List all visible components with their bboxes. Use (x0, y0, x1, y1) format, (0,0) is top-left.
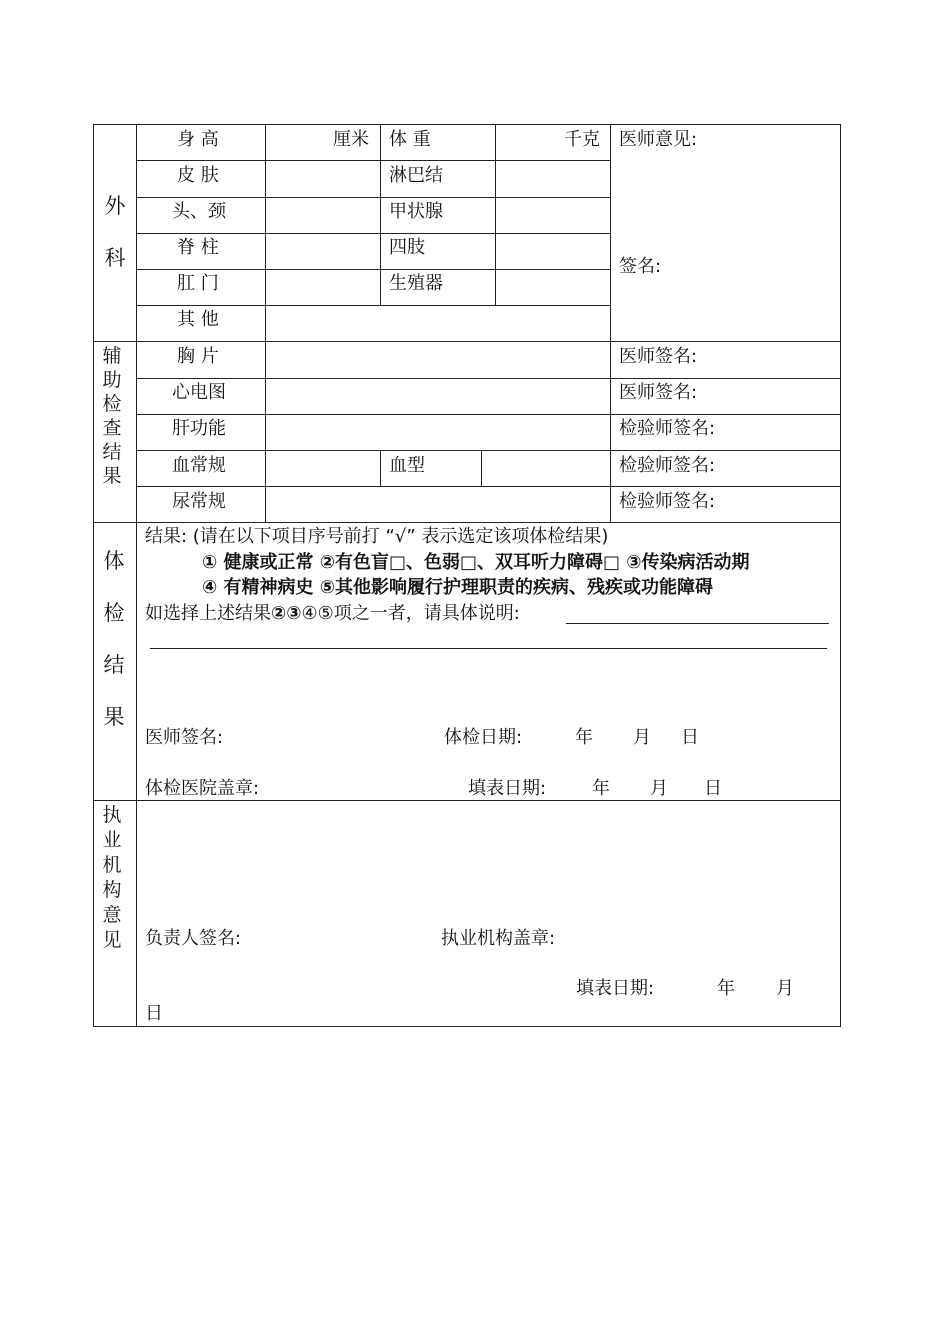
aux-blood-col-line (380, 450, 381, 486)
section-char: 结 (103, 653, 125, 677)
explain-line (145, 603, 520, 625)
section-char: 结 (102, 441, 122, 463)
skin-label: 皮 肤 (177, 165, 219, 186)
aux-section-label (92, 344, 132, 488)
section-divider-institution (93, 800, 841, 801)
spine-label: 脊 柱 (177, 237, 219, 258)
section-char: 果 (103, 705, 125, 729)
section-char: 见 (102, 929, 122, 951)
institution-fill-date-month: 月 (776, 978, 794, 999)
section-divider-aux (93, 341, 841, 342)
urine-sign: 检验师签名: (619, 491, 716, 512)
height-unit: 厘米 (333, 129, 369, 150)
blood-type-label: 血型 (389, 455, 425, 476)
institution-section-label (92, 803, 132, 953)
aux-row-line (136, 378, 841, 379)
section-char: 科 (104, 246, 126, 270)
aux-row-line (136, 486, 841, 487)
result-fill-date-day: 日 (704, 778, 722, 799)
hospital-seal-label: 体检医院盖章: (145, 778, 260, 799)
surgery-row-line (136, 269, 610, 270)
thyroid-label: 甲状腺 (389, 201, 443, 222)
institution-fill-date-label: 填表日期: (576, 978, 655, 999)
result-option-line-2: ④ 有精神病史 ⑤其他影响履行护理职责的疾病、残疾或功能障碍 (202, 577, 714, 598)
explain-underline-1 (566, 623, 829, 624)
urine-routine-label: 尿常规 (172, 491, 226, 512)
result-section-label (94, 548, 134, 730)
table-border-top (93, 124, 841, 125)
limbs-label: 四肢 (389, 237, 425, 258)
explain-prefix: 如选择上述结果 (145, 603, 271, 624)
doctor-opinion-label: 医师意见: (619, 129, 698, 150)
blood-sign: 检验师签名: (619, 455, 716, 476)
surgery-section-label (95, 193, 135, 271)
section-char: 检 (102, 393, 122, 415)
genital-label: 生殖器 (389, 273, 443, 294)
aux-blood-col-line (481, 450, 482, 486)
surgery-row-line (136, 197, 610, 198)
other-label: 其 他 (177, 309, 219, 330)
anus-label: 肛 门 (177, 273, 219, 294)
surgery-col-line-3 (495, 124, 496, 306)
ecg-label: 心电图 (172, 382, 226, 403)
lymph-label: 淋巴结 (389, 165, 443, 186)
weight-label: 体 重 (389, 129, 431, 150)
section-char: 助 (102, 369, 122, 391)
section-char: 外 (104, 194, 126, 218)
section-char: 执 (102, 804, 122, 826)
surgery-row-line (136, 233, 610, 234)
surgery-row-line (136, 305, 610, 306)
explain-mid: ④⑤ (301, 603, 334, 624)
section-char: 查 (102, 417, 122, 439)
institution-seal-label: 执业机构盖章: (441, 928, 556, 949)
head-neck-label: 头、颈 (172, 201, 226, 222)
section-char: 检 (103, 601, 125, 625)
exam-date-label: 体检日期: (444, 727, 523, 748)
section-char: 体 (103, 549, 125, 573)
table-border-right (840, 124, 841, 1027)
section-char: 果 (102, 465, 122, 487)
section-char: 业 (102, 829, 122, 851)
result-doctor-sign: 医师签名: (145, 727, 224, 748)
aux-row-line (136, 450, 841, 451)
blood-routine-label: 血常规 (172, 455, 226, 476)
section-char: 辅 (102, 345, 122, 367)
institution-fill-date-year: 年 (717, 978, 735, 999)
section-label-divider (136, 124, 137, 1027)
result-option-line-1: ① 健康或正常 ②有色盲□、色弱□、双耳听力障碍□ ③传染病活动期 (202, 552, 750, 573)
exam-date-month: 月 (633, 727, 651, 748)
chest-label: 胸 片 (177, 346, 219, 367)
section-divider-result (93, 522, 841, 523)
section-char: 意 (102, 904, 122, 926)
result-fill-date-year: 年 (592, 778, 610, 799)
exam-date-day: 日 (681, 727, 699, 748)
surgery-col-line-4 (610, 124, 611, 522)
table-border-bottom (93, 1026, 841, 1027)
surgery-col-line-1 (265, 124, 266, 522)
aux-row-line (136, 414, 841, 415)
section-char: 机 (102, 854, 122, 876)
surgery-col-line-2 (380, 124, 381, 306)
result-fill-date-label: 填表日期: (468, 778, 547, 799)
surgery-row-line (136, 160, 610, 161)
explain-suffix: 项之一者，请具体说明: (333, 603, 520, 624)
result-fill-date-month: 月 (650, 778, 668, 799)
head-sign-label: 负责人签名: (145, 928, 242, 949)
result-instruction: 结果: (请在以下项目序号前打 “√” 表示选定该项体检结果) (145, 526, 609, 547)
height-label: 身 高 (177, 129, 219, 150)
ecg-sign: 医师签名: (619, 382, 698, 403)
exam-date-year: 年 (575, 727, 593, 748)
institution-fill-date-day: 日 (145, 1003, 163, 1024)
explain-underline-2 (150, 648, 827, 649)
liver-sign: 检验师签名: (619, 418, 716, 439)
section-char: 构 (102, 879, 122, 901)
liver-label: 肝功能 (172, 418, 226, 439)
chest-sign: 医师签名: (619, 346, 698, 367)
surgery-sign-label: 签名: (619, 256, 662, 277)
weight-unit: 千克 (564, 129, 600, 150)
explain-marks: ②③ (271, 603, 302, 624)
